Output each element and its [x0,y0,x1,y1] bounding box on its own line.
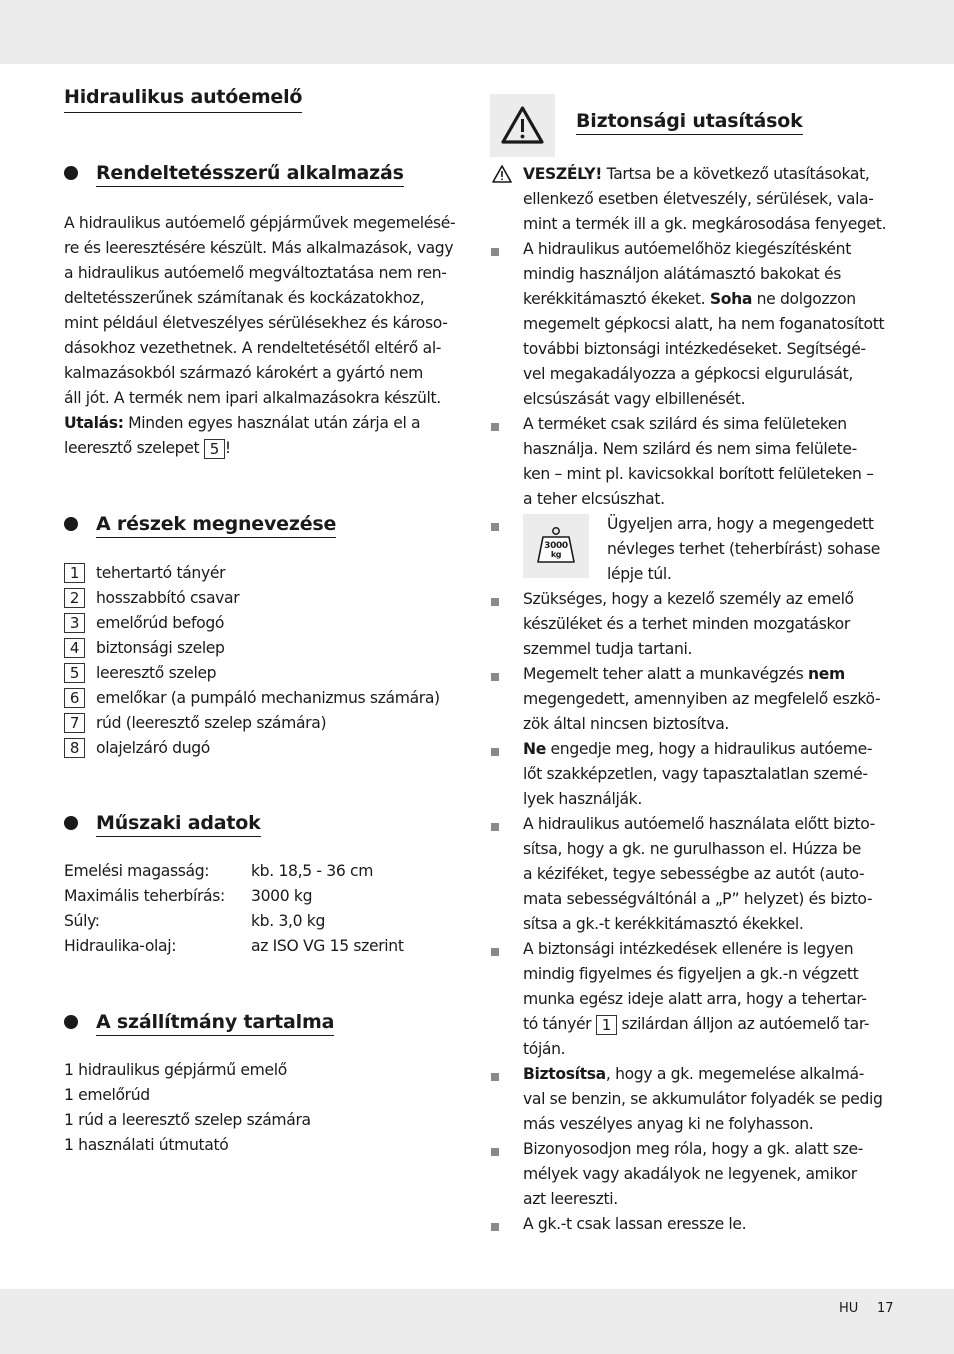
bullet-square-icon [491,673,499,681]
text-line: kalmazásokból származó károkért a gyártó nem [64,364,423,382]
specs-table [64,859,464,959]
danger-item [490,162,892,237]
text-line: más veszélyes anyag ki ne folyhasson. [523,1115,814,1133]
text-line: munka egész ideje alatt arra, hogy a tehertar- [523,990,867,1008]
section-heading-parts [64,509,464,539]
section-heading-intended-use [64,158,464,188]
text-line: mindig használjon alátámasztó bakokat és [523,265,842,283]
text-line: mint például életveszélyes sérülésekhez és károso- [64,314,448,332]
text-line: a teher elcsúszhat. [523,490,665,508]
part-number-badge: 5 [64,663,85,683]
part-label: hosszabbító csavar [96,588,240,607]
part-number-badge: 1 [64,563,85,583]
list-item [490,662,892,737]
text-line: ken – mint pl. kavicsokkal borított felületeken – [523,465,874,483]
note-text: Minden egyes használat után zárja el a [123,414,421,432]
section-title: Rendeltetésszerű alkalmazás [96,160,404,187]
list-item [490,412,892,512]
text-line: tóján. [523,1040,566,1058]
note-line [64,411,464,436]
text-line: áll jót. A termék nem ipari alkalmazásokra készült. [64,389,441,407]
text-line: kerékkitámasztó ékeket. [523,290,710,308]
bullet-square-icon [491,248,499,256]
spec-key: Emelési magasság: [64,862,210,880]
list-item [490,237,892,412]
text-line: Bizonyosodjon meg róla, hogy a gk. alatt sze- [523,1140,864,1158]
text-line: A hidraulikus autóemelő használata előtt bizto- [523,815,875,833]
parts-list-item [64,735,464,760]
text-line: A biztonsági intézkedések ellenére is legyen [523,940,854,958]
parts-list-item [64,610,464,635]
text-line: Megemelt teher alatt a munkavégzés [523,665,809,683]
part-number-badge: 7 [64,713,85,733]
spec-value: kb. 18,5 - 36 cm [251,862,374,880]
text-line: re és leeresztésére készült. Más alkalmazások, vagy [64,239,454,257]
parts-list-item [64,710,464,735]
part-label: rúd (leeresztő szelep számára) [96,713,327,732]
list-item [490,512,892,587]
bullet-square-icon [491,823,499,831]
contents-item: 1 rúd a leeresztő szelep számára [64,1111,311,1129]
text-line: deltetésszerűnek számítanak és kockázatokhoz, [64,289,425,307]
parts-list [64,560,464,760]
bullet-dot-icon [64,1015,78,1029]
list-item [490,1212,892,1237]
text-line: A terméket csak szilárd és sima felületeken [523,415,847,433]
text-line: a kéziféket, tegye sebességbe az autót (auto- [523,865,865,883]
parts-list-item [64,685,464,710]
part-label: leeresztő szelep [96,663,217,682]
text-line: mata sebességváltónál a „P” helyzet) és bizto- [523,890,873,908]
bullet-dot-icon [64,816,78,830]
footer-language: HU [839,1301,859,1316]
danger-label: VESZÉLY! [523,165,603,183]
contents-list [64,1058,464,1158]
part-label: biztonsági szelep [96,638,225,657]
bullet-square-icon [491,1073,499,1081]
spec-row [64,859,464,884]
parts-list-item [64,585,464,610]
text-line: azt leereszti. [523,1190,618,1208]
text-line: mélyek vagy akadályok ne legyenek, amikor [523,1165,857,1183]
footer-page-number: 17 [877,1301,894,1316]
part-label: tehertartó tányér [96,563,226,582]
note-line [64,436,464,461]
text-line: szemmel tudja tartani. [523,640,693,658]
list-item [490,737,892,812]
text-line: sítsa, hogy a gk. ne gurulhasson el. Húzza be [523,840,862,858]
parts-list-item [64,560,464,585]
list-item [490,1137,892,1212]
spec-value: kb. 3,0 kg [251,912,326,930]
bullet-square-icon [491,598,499,606]
text-line: ellenkező esetben életveszély, sérülések, vala- [523,190,874,208]
doc-title: Hidraulikus autóemelő [64,84,302,113]
bullet-square-icon [491,1148,499,1156]
bullet-square-icon [491,748,499,756]
text-line: megemelt gépkocsi alatt, ha nem foganatosított [523,315,885,333]
bullet-square-icon [491,1223,499,1231]
text-line: Szükséges, hogy a kezelő személy az emelő [523,590,854,608]
emphasis: Soha [709,290,752,308]
weight-limit-icon [523,514,589,578]
part-number-badge: 8 [64,738,85,758]
text-line: ne dolgozzon [752,290,856,308]
note-text: ! [224,439,231,457]
weight-icon-value: 3000 [544,541,568,551]
contents-item: 1 emelőrúd [64,1086,150,1104]
spec-key: Hidraulika-olaj: [64,937,177,955]
left-column [64,84,464,1158]
emphasis: Ne [523,740,546,758]
part-label: olajelzáró dugó [96,738,210,757]
section-title: Műszaki adatok [96,810,261,837]
text-line: elcsúszását vagy elbillenését. [523,390,746,408]
text-line: dásokhoz vezethetnek. A rendeltetésétől eltérő al- [64,339,442,357]
spec-row [64,934,464,959]
warning-triangle-icon [490,94,555,157]
text-line: készüléket és a terhet minden mozgatáskor [523,615,850,633]
text-line: A hidraulikus autóemelőhöz kiegészítésként [523,240,851,258]
part-number-badge: 3 [64,613,85,633]
text-line: A gk.-t csak lassan eressze le. [523,1215,747,1233]
list-item [490,812,892,937]
bullet-dot-icon [64,517,78,531]
text-line: névleges terhet (teherbírást) sohase [607,540,880,558]
top-band [0,0,954,64]
text-line: lőt szakképzetlen, vagy tapasztalatlan szemé- [523,765,868,783]
spec-value: az ISO VG 15 szerint [251,937,404,955]
spec-row [64,884,464,909]
text-line: engedje meg, hogy a hidraulikus autóeme- [545,740,873,758]
contents-item: 1 hidraulikus gépjármű emelő [64,1061,287,1079]
text-line: szilárdan álljon az autóemelő tar- [616,1015,870,1033]
bullet-square-icon [491,523,499,531]
spec-row [64,909,464,934]
text-line: val se benzin, se akkumulátor folyadék se pedig [523,1090,883,1108]
text-line: használja. Nem szilárd és nem sima felülete- [523,440,857,458]
text-line: megengedett, amennyiben az megfelelő eszkö- [523,690,881,708]
bottom-band [0,1289,954,1354]
parts-list-item [64,635,464,660]
text-line: a hidraulikus autóemelő megváltoztatása nem ren- [64,264,447,282]
text-line: lyek használják. [523,790,642,808]
intended-use-text [64,211,464,461]
text-line: vel megakadályozza a gépkocsi elgurulását, [523,365,853,383]
part-number-badge: 6 [64,688,85,708]
text-line: mindig figyelmes és figyeljen a gk.-n végzett [523,965,859,983]
section-title: A szállítmány tartalma [96,1009,334,1036]
list-item [490,587,892,662]
emphasis: nem [808,665,845,683]
section-title: A részek megnevezése [96,511,336,538]
text-line: tó tányér [523,1015,596,1033]
safety-heading: Biztonsági utasítások [576,108,803,135]
text-line: lépje túl. [607,565,672,583]
note-text: leeresztő szelepet [64,439,204,457]
bullet-dot-icon [64,166,78,180]
emphasis: Biztosítsa [523,1065,606,1083]
text-line: zök által nincsen biztosítva. [523,715,730,733]
list-item [490,937,892,1062]
warning-box [490,94,555,157]
part-ref-badge: 5 [204,439,225,459]
spec-key: Súly: [64,912,100,930]
part-label: emelőrúd befogó [96,613,225,632]
spec-key: Maximális teherbírás: [64,887,225,905]
danger-triangle-icon [491,164,513,184]
text-line: A hidraulikus autóemelő gépjárművek megemelésé- [64,214,456,232]
text-line: további biztonsági intézkedéseket. Segítségé- [523,340,866,358]
part-number-badge: 2 [64,588,85,608]
part-label: emelőkar (a pumpáló mechanizmus számára) [96,688,440,707]
part-number-badge: 4 [64,638,85,658]
list-item [490,1062,892,1137]
doc-title-wrap [64,84,464,115]
note-label: Utalás: [64,414,124,432]
text-line: mint a termék ill a gk. megkárosodása fenyeget. [523,215,887,233]
text-line: , hogy a gk. megemelése alkalmá- [605,1065,865,1083]
parts-list-item [64,660,464,685]
bullet-square-icon [491,948,499,956]
contents-item: 1 használati útmutató [64,1136,229,1154]
section-heading-contents [64,1007,464,1037]
text-line: Ügyeljen arra, hogy a megengedett [607,515,874,533]
spec-value: 3000 kg [251,887,313,905]
weight-icon-unit: kg [550,550,562,559]
text-line: sítsa a gk.-t kerékkitámasztó ékekkel. [523,915,804,933]
bullet-square-icon [491,423,499,431]
text-line: Tartsa be a következő utasításokat, [602,165,870,183]
section-heading-specs [64,808,464,838]
safety-list [490,162,892,1237]
part-ref-badge: 1 [596,1015,617,1035]
